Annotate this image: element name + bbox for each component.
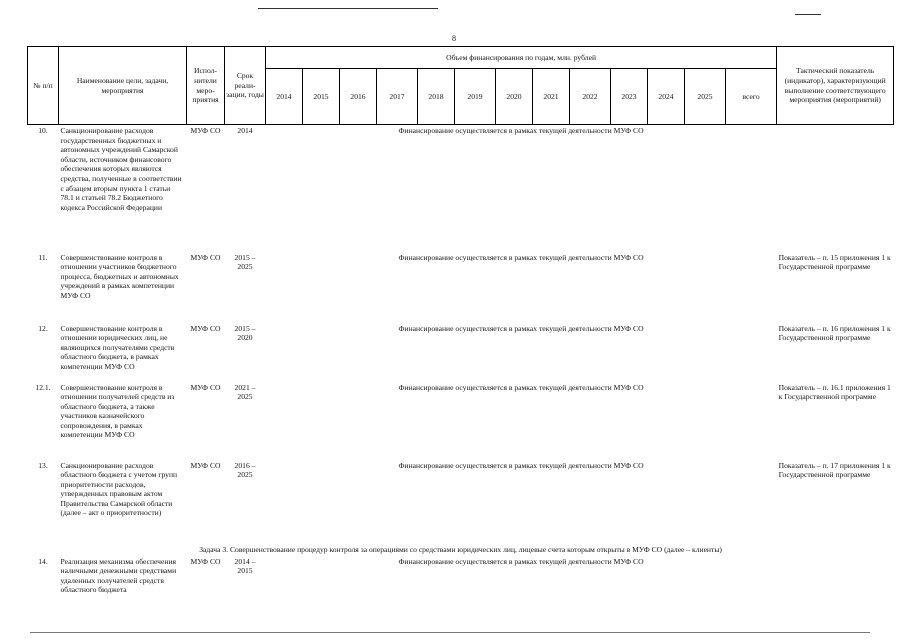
header-year: 2016 [340,69,377,125]
row-name: Реализация механизма обеспечения наличными денежными средствами удаленных получателей средств областного бюджета [60,556,177,595]
program-table [27,46,894,614]
row-indicator: Показатель – п. 16.1 приложения 1 к Государственной программе [778,382,891,402]
row-name: Совершенствование контроля в отношении участников бюджетного процесса, бюджетных и автономных учреждений в рамках компетенции МУФ СО [60,252,179,300]
page-number: 8 [452,34,456,43]
header-funding: Объем финансирования по годам, млн. рублей [266,47,777,69]
header-num: № п/п [28,47,59,125]
task-heading-row [28,542,894,556]
row-num: 10. [38,126,48,135]
row-executor: МУФ СО [190,126,221,135]
row-funding: Финансирование осуществляется в рамках текущей деятельности МУФ СО [398,460,644,470]
row-funding: Финансирование осуществляется в рамках текущей деятельности МУФ СО [398,126,644,135]
scan-artifact-line [795,14,821,15]
header-executor: Испол-нители меро-приятия [187,47,225,125]
header-year: 2017 [377,69,418,125]
header-total: всего [726,69,777,125]
row-executor: МУФ СО [190,323,221,333]
row-num: 12. [38,323,48,333]
row-num: 14. [38,556,48,566]
header-year: 2025 [685,69,726,125]
row-term: 2021 – 2025 [234,382,256,402]
row-num: 11. [38,252,48,262]
row-term: 2014 [237,126,253,135]
table-row [28,252,894,323]
table-row [28,323,894,382]
header-term: Срок реали-зации, годы [225,47,266,125]
scan-artifact-line [258,8,438,9]
header-year: 2021 [533,69,570,125]
header-year: 2015 [303,69,340,125]
row-name: Совершенствование контроля в отношении юридических лиц, не являющихся получателями средств областного бюджета, в рамках компетенции МУФ СО [60,323,175,371]
header-year: 2019 [455,69,496,125]
table-row [28,556,894,614]
table-row [28,382,894,460]
row-funding: Финансирование осуществляется в рамках текущей деятельности МУФ СО [398,556,644,566]
row-name: Санкционирование расходов областного бюджета с учетом групп приоритетности расходов, утвержденных правовым актом Правительства Самарской области (далее – акт о приоритетности) [60,460,178,518]
header-year: 2024 [648,69,685,125]
row-executor: МУФ СО [190,460,221,470]
header-indicator: Тактический показатель (индикатор), характеризующий выполнение соответствующего мероприятия (мероприятий) [777,47,894,125]
row-executor: МУФ СО [190,252,221,262]
header-year: 2014 [266,69,303,125]
row-num: 13. [38,460,48,470]
header-year: 2023 [611,69,648,125]
header-year: 2020 [496,69,533,125]
row-indicator [777,556,894,614]
row-num: 12.1. [35,382,51,392]
header-year: 2022 [570,69,611,125]
header-name: Наименование цели, задачи, мероприятия [59,47,187,125]
row-indicator: Показатель – п. 15 приложения 1 к Государственной программе [778,252,891,272]
header-year: 2018 [418,69,455,125]
row-name: Совершенствование контроля в отношении получателей средств из областного бюджета, а также участников казначейского сопровождения, в рамках компетенции МУФ СО [60,382,175,440]
table-row [28,460,894,542]
task-3-heading: Задача 3. Совершенствование процедур контроля за операциями со средствами юридических лиц, лицевые счета которым открыты в МУФ СО (далее – клиенты) [199,544,722,554]
row-term: 2015 – 2025 [234,252,256,272]
scan-artifact-line [30,632,870,633]
row-funding: Финансирование осуществляется в рамках текущей деятельности МУФ СО [398,323,644,333]
table-row [28,125,894,252]
row-indicator [777,125,894,252]
row-term: 2014 – 2015 [234,556,256,576]
row-indicator: Показатель – п. 17 приложения 1 к Государственной программе [778,460,891,480]
row-indicator: Показатель – п. 16 приложения 1 к Государственной программе [778,323,891,343]
row-funding: Финансирование осуществляется в рамках текущей деятельности МУФ СО [398,252,644,262]
row-term: 2015 – 2020 [234,323,256,343]
row-executor: МУФ СО [190,556,221,566]
row-name: Санкционирование расходов государственных бюджетных и автономных учреждений Самарской области, источником финансового обеспечения которых являются средства, полученные в соответствии с абзацем вторым пункта 1 статьи 78.1 и статьей 78.2 Бюджетного кодекса Российской Федерации [60,126,182,212]
row-funding: Финансирование осуществляется в рамках текущей деятельности МУФ СО [398,382,644,392]
row-executor: МУФ СО [190,382,221,392]
row-term: 2016 – 2025 [234,460,256,480]
